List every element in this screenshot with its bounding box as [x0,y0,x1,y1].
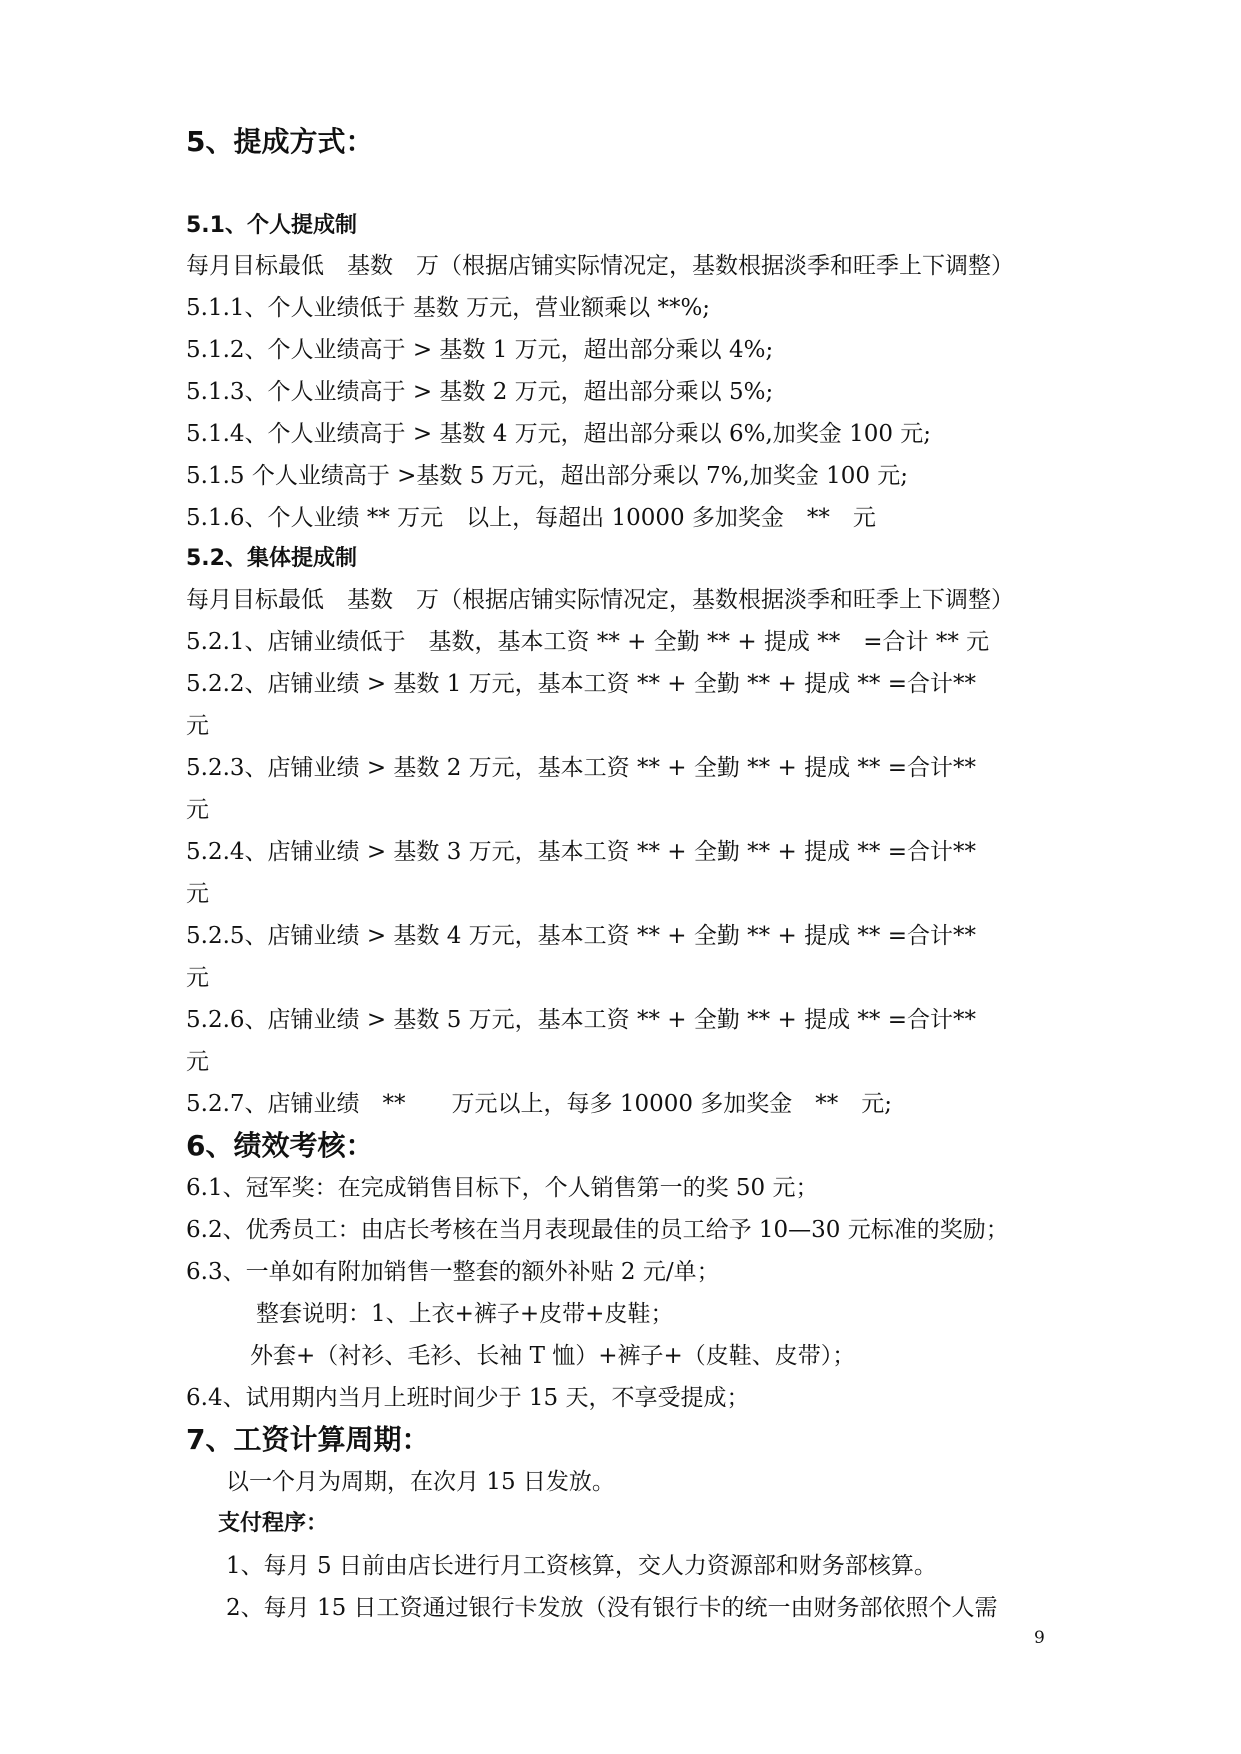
heading-section-6: 6、绩效考核： [186,1129,374,1162]
heading-section-7: 7、工资计算周期： [186,1423,430,1456]
text-line: 5.2.2、店铺业绩 > 基数 1 万元，基本工资 ** + 全勤 ** + 提成 ** =合计** [186,671,976,697]
heading-payment-procedure: 支付程序： [218,1511,329,1536]
text-line: 6.3、一单如有附加销售一整套的额外补贴 2 元/单； [186,1259,720,1285]
text-line: 6.1、冠军奖：在完成销售目标下，个人销售第一的奖 50 元； [186,1175,819,1201]
heading-5-1: 5.1、个人提成制 [186,213,357,238]
text-line: 5.1.2、个人业绩高于 > 基数 1 万元，超出部分乘以 4%; [186,337,774,363]
text-line: 2、每月 15 日工资通过银行卡发放（没有银行卡的统一由财务部依照个人需 [226,1595,998,1621]
text-line: 5.1.1、个人业绩低于 基数 万元，营业额乘以 **%; [186,295,711,321]
text-line: 每月目标最低 基数 万（根据店铺实际情况定，基数根据淡季和旺季上下调整） [186,587,1014,613]
heading-section-5: 5、提成方式： [186,125,374,158]
text-line: 5.1.6、个人业绩 ** 万元 以上，每超出 10000 多加奖金 ** 元 [186,505,876,531]
text-line: 元 [186,713,209,739]
text-line: 元 [186,1049,209,1075]
text-line: 6.4、试用期内当月上班时间少于 15 天，不享受提成； [186,1385,750,1411]
text-line: 元 [186,965,209,991]
text-line: 5.2.4、店铺业绩 > 基数 3 万元，基本工资 ** + 全勤 ** + 提成 ** =合计** [186,839,976,865]
heading-5-2: 5.2、集体提成制 [186,546,357,571]
text-line: 元 [186,797,209,823]
text-line: 元 [186,881,209,907]
text-line: 5.2.1、店铺业绩低于 基数，基本工资 ** + 全勤 ** + 提成 ** =合计 ** 元 [186,629,990,655]
text-line: 5.1.3、个人业绩高于 > 基数 2 万元，超出部分乘以 5%; [186,379,774,405]
text-line: 5.1.5 个人业绩高于 >基数 5 万元，超出部分乘以 7%,加奖金 100 元; [186,463,909,489]
text-line: 整套说明：1、上衣+裤子+皮带+皮鞋； [256,1301,674,1327]
text-line: 1、每月 5 日前由店长进行月工资核算，交人力资源部和财务部核算。 [226,1553,937,1579]
text-line: 每月目标最低 基数 万（根据店铺实际情况定，基数根据淡季和旺季上下调整） [186,253,1014,279]
text-line: 5.2.7、店铺业绩 ** 万元以上，每多 10000 多加奖金 ** 元; [186,1091,893,1117]
text-line: 5.2.5、店铺业绩 > 基数 4 万元，基本工资 ** + 全勤 ** + 提成 ** =合计** [186,923,976,949]
page-number: 9 [1034,1628,1045,1648]
text-line: 6.2、优秀员工：由店长考核在当月表现最佳的员工给予 10—30 元标准的奖励； [186,1217,1009,1243]
text-line: 外套+（衬衫、毛衫、长袖 T 恤）+裤子+（皮鞋、皮带）； [250,1343,856,1369]
text-line: 以一个月为周期，在次月 15 日发放。 [226,1469,615,1495]
text-line: 5.2.3、店铺业绩 > 基数 2 万元，基本工资 ** + 全勤 ** + 提成 ** =合计** [186,755,976,781]
text-line: 5.1.4、个人业绩高于 > 基数 4 万元，超出部分乘以 6%,加奖金 100 元; [186,421,932,447]
text-line: 5.2.6、店铺业绩 > 基数 5 万元，基本工资 ** + 全勤 ** + 提成 ** =合计** [186,1007,976,1033]
